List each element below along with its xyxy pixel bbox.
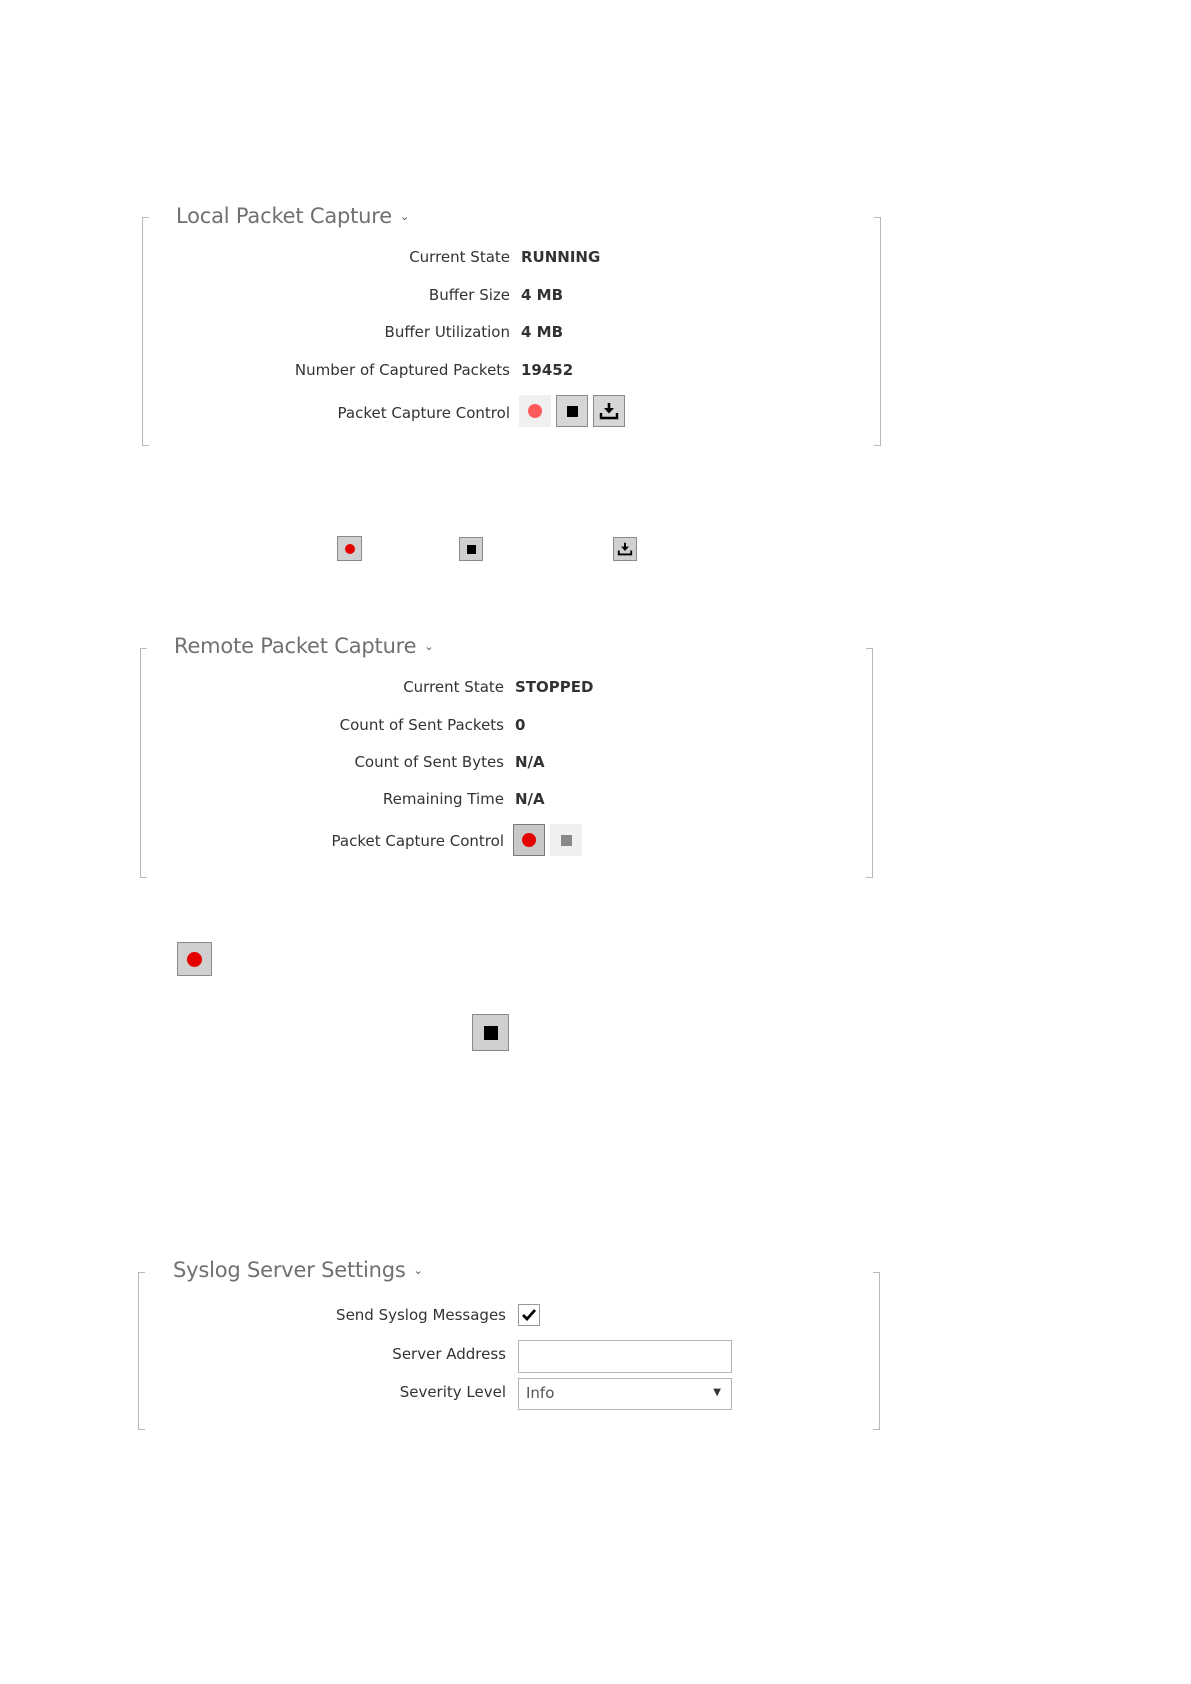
current-state-value: STOPPED (515, 678, 594, 696)
chevron-down-icon: ▼ (713, 1387, 721, 1398)
panel-title-text: Remote Packet Capture (174, 634, 417, 658)
remaining-time-label: Remaining Time (382, 790, 504, 808)
captured-packets-value: 19452 (521, 361, 574, 379)
chevron-down-icon: ⌄ (413, 1264, 423, 1277)
buffer-size-label: Buffer Size (428, 286, 510, 304)
severity-level-value: Info (526, 1384, 555, 1402)
captured-packets-label: Number of Captured Packets (294, 361, 510, 379)
severity-level-label: Severity Level (399, 1383, 506, 1401)
packet-capture-control-label: Packet Capture Control (331, 832, 504, 850)
severity-level-select[interactable] (518, 1378, 732, 1410)
current-state-value: RUNNING (521, 248, 601, 266)
sent-bytes-value: N/A (515, 753, 545, 771)
current-state-label: Current State (403, 678, 504, 696)
chevron-down-icon: ⌄ (424, 640, 434, 653)
buffer-utilization-value: 4 MB (521, 323, 564, 341)
packet-capture-control-label: Packet Capture Control (337, 404, 510, 422)
sent-packets-value: 0 (515, 716, 526, 734)
server-address-label: Server Address (392, 1345, 506, 1363)
panel-title-text: Local Packet Capture (176, 204, 392, 228)
panel-title-text: Syslog Server Settings (173, 1258, 406, 1282)
send-syslog-label: Send Syslog Messages (336, 1306, 506, 1324)
server-address-input[interactable] (518, 1340, 732, 1373)
panel-right-border (873, 1272, 880, 1430)
checkmark-icon (521, 1308, 537, 1322)
chevron-down-icon: ⌄ (399, 210, 410, 223)
sent-bytes-label: Count of Sent Bytes (354, 753, 504, 771)
current-state-label: Current State (409, 248, 510, 266)
send-syslog-checkbox[interactable] (518, 1304, 540, 1326)
panel-title[interactable] (173, 1258, 423, 1282)
remaining-time-value: N/A (515, 790, 545, 808)
panel-left-border (138, 1272, 145, 1430)
sent-packets-label: Count of Sent Packets (339, 716, 504, 734)
buffer-size-value: 4 MB (521, 286, 564, 304)
buffer-utilization-label: Buffer Utilization (384, 323, 510, 341)
